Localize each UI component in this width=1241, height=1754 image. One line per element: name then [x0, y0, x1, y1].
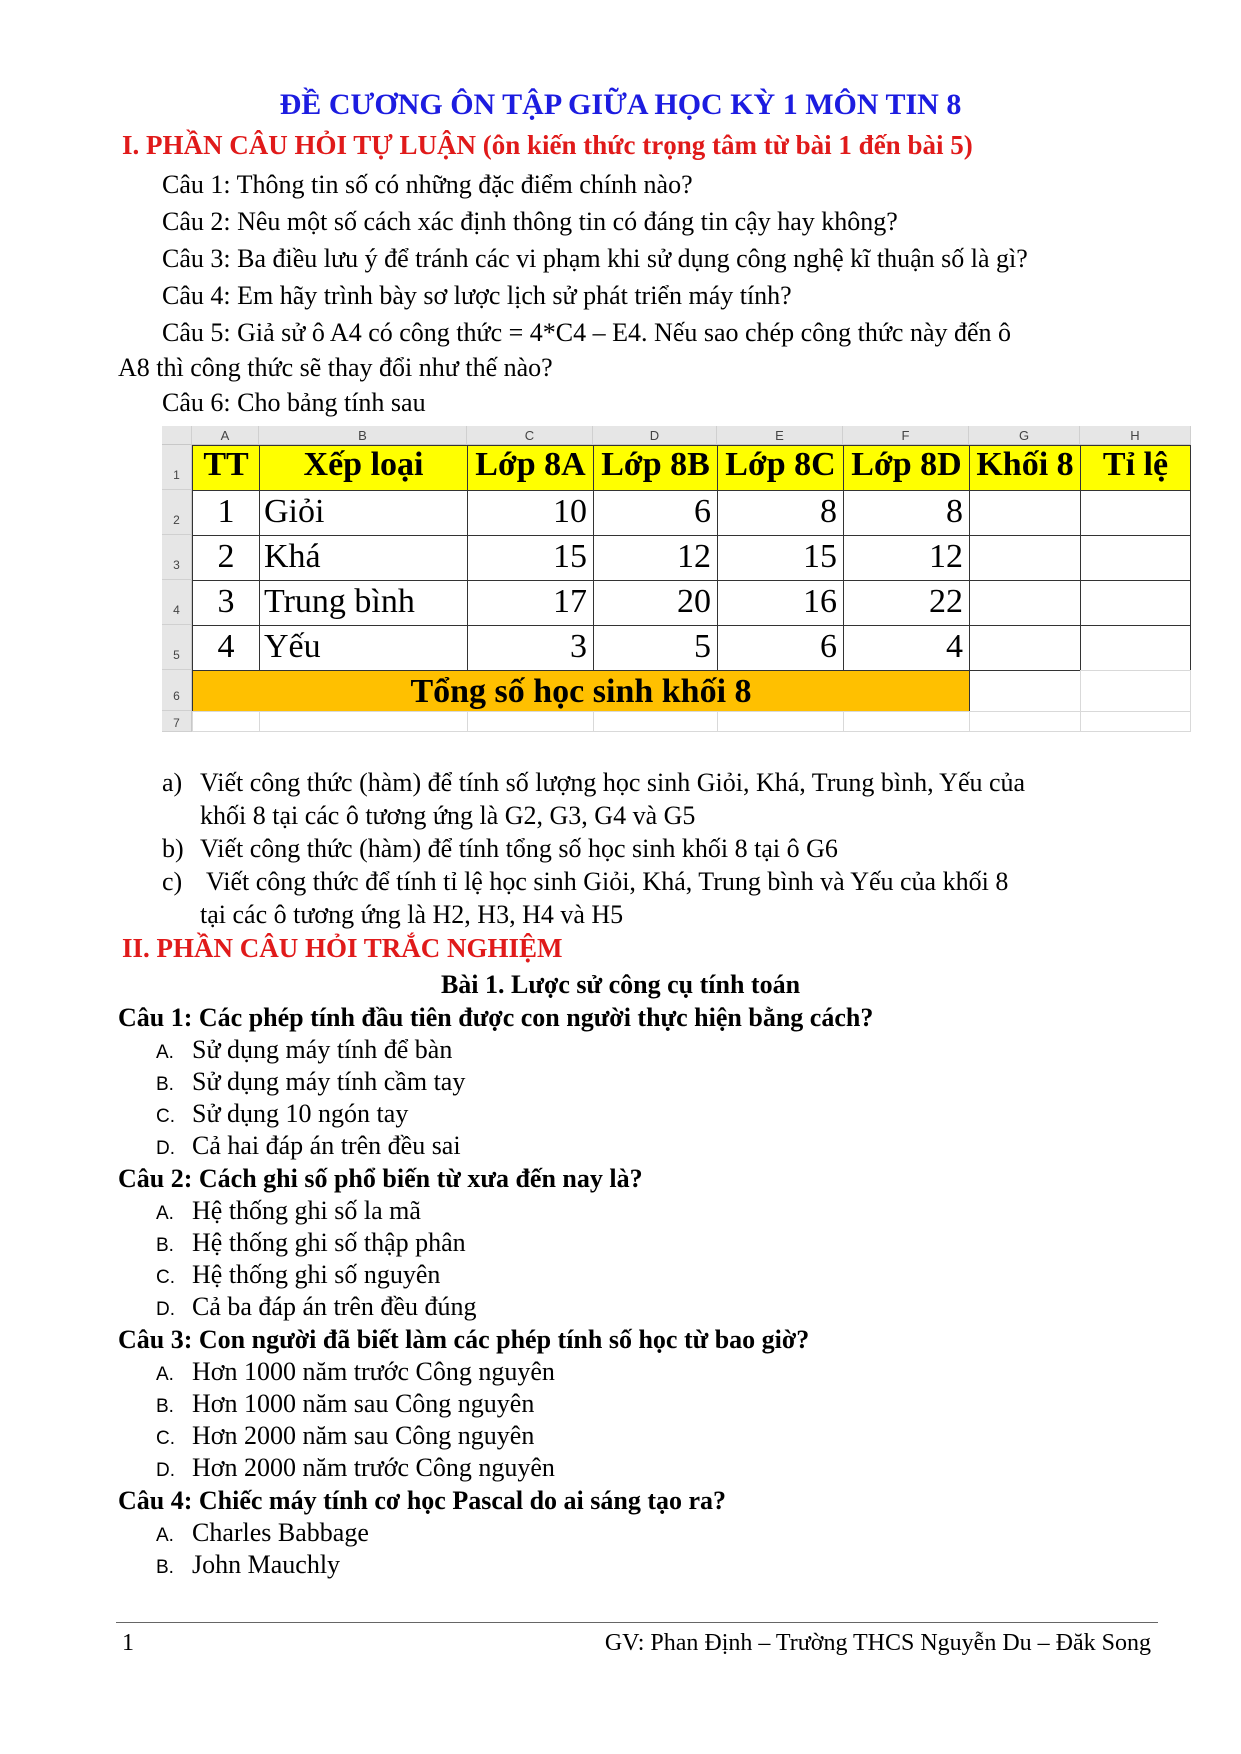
- subq-c-label: c): [162, 867, 183, 896]
- cell-value: 12: [843, 535, 970, 581]
- option-text: Hệ thống ghi số thập phân: [192, 1228, 466, 1257]
- mcq-option: [156, 1131, 461, 1161]
- mcq-option: [156, 1518, 369, 1548]
- subq-c-line1: Viết công thức để tính tỉ lệ học sinh Giỏi, Khá, Trung bình và Yếu của khối 8: [200, 867, 1009, 896]
- empty-cell: [259, 711, 468, 732]
- subq-b-line1: Viết công thức (hàm) để tính tổng số học sinh khối 8 tại ô G6: [200, 834, 838, 863]
- mcq-option: [156, 1035, 452, 1065]
- col-header-h: H: [1080, 426, 1191, 445]
- sheet-corner: [162, 426, 192, 445]
- header-cell-lop-8a: Lớp 8A: [467, 445, 594, 491]
- option-text: John Mauchly: [192, 1550, 341, 1579]
- option-text: Charles Babbage: [192, 1518, 369, 1547]
- cell-xep-loai: Giỏi: [259, 490, 468, 536]
- cell-khoi-8-empty: [969, 580, 1081, 626]
- row-header-1: 1: [162, 445, 192, 490]
- cell-ti-le-empty: [1080, 490, 1191, 536]
- header-cell-ti-le: Tỉ lệ: [1080, 445, 1191, 491]
- empty-cell: [1080, 670, 1191, 712]
- cell-value: 16: [717, 580, 844, 626]
- option-text: Hơn 1000 năm sau Công nguyên: [192, 1389, 535, 1418]
- option-letter: B.: [156, 1235, 174, 1256]
- col-header-b: B: [259, 426, 467, 445]
- essay-q3: Câu 3: Ba điều lưu ý để tránh các vi phạm khi sử dụng công nghệ kĩ thuận số là gì?: [162, 244, 1028, 273]
- option-letter: B.: [156, 1396, 174, 1417]
- cell-value: 4: [843, 625, 970, 671]
- mcq-question: Câu 2: Cách ghi số phổ biến từ xưa đến nay là?: [118, 1164, 643, 1193]
- empty-cell: [593, 711, 718, 732]
- option-text: Hơn 2000 năm trước Công nguyên: [192, 1453, 555, 1482]
- mcq-option: [156, 1453, 555, 1483]
- page-number: 1: [122, 1630, 134, 1656]
- mcq-question: Câu 3: Con người đã biết làm các phép tính số học từ bao giờ?: [118, 1325, 810, 1354]
- cell-value: 22: [843, 580, 970, 626]
- cell-ti-le-empty: [1080, 625, 1191, 671]
- option-letter: C.: [156, 1267, 175, 1288]
- total-label-cell: Tổng số học sinh khối 8: [192, 670, 970, 712]
- footer-divider: [116, 1622, 1158, 1623]
- header-cell-xep-loai: Xếp loại: [259, 445, 468, 491]
- row-header-2: 2: [162, 490, 192, 535]
- cell-xep-loai: Trung bình: [259, 580, 468, 626]
- cell-tt: 2: [192, 535, 260, 581]
- option-letter: A.: [156, 1203, 174, 1224]
- option-text: Hơn 1000 năm trước Công nguyên: [192, 1357, 555, 1386]
- cell-value: 6: [717, 625, 844, 671]
- option-letter: D.: [156, 1138, 175, 1159]
- col-header-g: G: [969, 426, 1080, 445]
- page-title: ĐỀ CƯƠNG ÔN TẬP GIỮA HỌC KỲ 1 MÔN TIN 8: [279, 88, 962, 121]
- total-value-cell: [969, 670, 1081, 712]
- cell-value: 10: [467, 490, 594, 536]
- empty-cell: [1080, 711, 1191, 732]
- essay-q4: Câu 4: Em hãy trình bày sơ lược lịch sử phát triển máy tính?: [162, 281, 792, 310]
- cell-tt: 4: [192, 625, 260, 671]
- header-cell-lop-8d: Lớp 8D: [843, 445, 970, 491]
- option-letter: C.: [156, 1428, 175, 1449]
- essay-q6: Câu 6: Cho bảng tính sau: [162, 388, 426, 417]
- cell-value: 8: [717, 490, 844, 536]
- option-letter: A.: [156, 1364, 174, 1385]
- essay-q5: Câu 5: Giả sử ô A4 có công thức = 4*C4 – E4. Nếu sao chép công thức này đến ô: [162, 318, 1012, 347]
- essay-q5-cont: A8 thì công thức sẽ thay đổi như thế nào?: [118, 353, 553, 382]
- header-cell-lop-8b: Lớp 8B: [593, 445, 718, 491]
- subq-a-line1: Viết công thức (hàm) để tính số lượng học sinh Giỏi, Khá, Trung bình, Yếu của: [200, 768, 1026, 797]
- cell-xep-loai: Khá: [259, 535, 468, 581]
- section-mcq-heading: II. PHẦN CÂU HỎI TRẮC NGHIỆM: [122, 933, 563, 963]
- row-header-5: 5: [162, 625, 192, 670]
- empty-cell: [717, 711, 844, 732]
- mcq-option: [156, 1196, 421, 1226]
- option-text: Sử dụng máy tính để bàn: [192, 1035, 453, 1064]
- cell-tt: 3: [192, 580, 260, 626]
- footer-author: GV: Phan Định – Trường THCS Nguyễn Du – Đăk Song: [604, 1630, 1151, 1656]
- col-header-f: F: [843, 426, 969, 445]
- row-header-3: 3: [162, 535, 192, 580]
- mcq-option: [156, 1260, 440, 1290]
- cell-xep-loai: Yếu: [259, 625, 468, 671]
- mcq-option: [156, 1228, 466, 1258]
- option-letter: C.: [156, 1106, 175, 1127]
- mcq-option: [156, 1292, 476, 1322]
- empty-cell: [467, 711, 594, 732]
- mcq-question: Câu 1: Các phép tính đầu tiên được con người thực hiện bằng cách?: [118, 1003, 874, 1032]
- lesson-title: Bài 1. Lược sử công cụ tính toán: [440, 970, 801, 999]
- row-header-4: 4: [162, 580, 192, 625]
- empty-cell: [192, 711, 260, 732]
- subq-c-line2: tại các ô tương ứng là H2, H3, H4 và H5: [200, 900, 624, 929]
- option-letter: A.: [156, 1525, 174, 1546]
- col-header-d: D: [593, 426, 717, 445]
- option-letter: D.: [156, 1460, 175, 1481]
- option-text: Cả ba đáp án trên đều đúng: [192, 1292, 477, 1321]
- subq-a-label: a): [162, 768, 183, 797]
- mcq-option: [156, 1550, 340, 1580]
- cell-value: 20: [593, 580, 718, 626]
- mcq-option: [156, 1357, 555, 1387]
- mcq-option: [156, 1389, 534, 1419]
- empty-cell: [843, 711, 970, 732]
- cell-khoi-8-empty: [969, 625, 1081, 671]
- cell-value: 12: [593, 535, 718, 581]
- option-text: Hệ thống ghi số nguyên: [192, 1260, 441, 1289]
- spreadsheet: [162, 426, 1191, 732]
- header-cell-lop-8c: Lớp 8C: [717, 445, 844, 491]
- header-cell-khoi-8: Khối 8: [969, 445, 1081, 491]
- option-text: Hệ thống ghi số la mã: [192, 1196, 421, 1225]
- cell-khoi-8-empty: [969, 535, 1081, 581]
- cell-value: 8: [843, 490, 970, 536]
- cell-value: 5: [593, 625, 718, 671]
- cell-value: 6: [593, 490, 718, 536]
- cell-value: 17: [467, 580, 594, 626]
- col-header-e: E: [717, 426, 843, 445]
- row-header-7: 7: [162, 711, 192, 732]
- cell-khoi-8-empty: [969, 490, 1081, 536]
- cell-value: 3: [467, 625, 594, 671]
- option-text: Hơn 2000 năm sau Công nguyên: [192, 1421, 535, 1450]
- option-text: Cả hai đáp án trên đều sai: [192, 1131, 461, 1160]
- empty-cell: [969, 711, 1081, 732]
- cell-value: 15: [467, 535, 594, 581]
- subq-b-label: b): [162, 834, 184, 863]
- option-letter: B.: [156, 1557, 174, 1578]
- cell-tt: 1: [192, 490, 260, 536]
- mcq-option: [156, 1421, 534, 1451]
- cell-ti-le-empty: [1080, 580, 1191, 626]
- option-text: Sử dụng 10 ngón tay: [192, 1099, 409, 1128]
- option-letter: A.: [156, 1042, 174, 1063]
- option-text: Sử dụng máy tính cầm tay: [192, 1067, 466, 1096]
- essay-q2: Câu 2: Nêu một số cách xác định thông tin có đáng tin cậy hay không?: [162, 207, 898, 236]
- subq-a-line2: khối 8 tại các ô tương ứng là G2, G3, G4 và G5: [200, 801, 696, 830]
- section-essay-heading: I. PHẦN CÂU HỎI TỰ LUẬN (ôn kiến thức trọng tâm từ bài 1 đến bài 5): [122, 130, 973, 160]
- option-letter: D.: [156, 1299, 175, 1320]
- col-header-c: C: [467, 426, 593, 445]
- mcq-option: [156, 1099, 408, 1129]
- header-cell-tt: TT: [192, 445, 260, 491]
- mcq-option: [156, 1067, 465, 1097]
- mcq-question: Câu 4: Chiếc máy tính cơ học Pascal do ai sáng tạo ra?: [118, 1486, 727, 1515]
- row-header-6: 6: [162, 670, 192, 711]
- col-header-a: A: [192, 426, 259, 445]
- essay-q1: Câu 1: Thông tin số có những đặc điểm chính nào?: [162, 170, 693, 199]
- cell-value: 15: [717, 535, 844, 581]
- option-letter: B.: [156, 1074, 174, 1095]
- cell-ti-le-empty: [1080, 535, 1191, 581]
